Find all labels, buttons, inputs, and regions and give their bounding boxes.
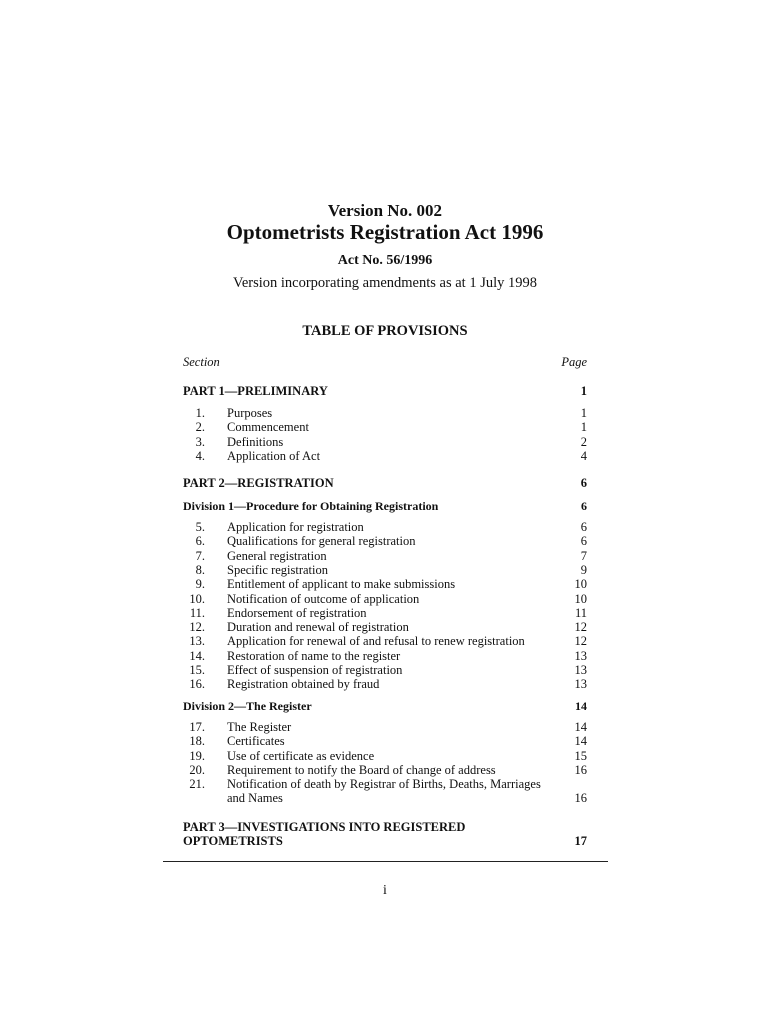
entry-number: 5. [195,520,205,534]
toc-entry[interactable] [183,749,587,763]
entry-number: 11. [189,605,205,620]
entry-number: 20. [189,762,205,777]
entry-number: 8. [195,562,205,577]
entry-title: Entitlement of applicant to make submissions [227,577,456,592]
entry-page: 15 [574,748,587,763]
toc-part-2[interactable] [183,476,587,490]
toc-entry[interactable] [183,435,587,449]
toc-entry[interactable] [183,720,587,734]
footer-rule [163,861,608,862]
toc-entry[interactable] [183,620,587,634]
entry-number: 12. [189,620,205,635]
entry-title: Registration obtained by fraud [227,677,380,692]
entry-page: 12 [574,620,587,635]
toc-division-1[interactable] [183,499,587,513]
amendments-note: Version incorporating amendments as at 1 July 1998 [232,275,538,291]
entry-number: 1. [195,406,205,420]
entry-page: 7 [580,548,587,563]
entry-number: 19. [189,748,205,763]
part-label: PART 2—REGISTRATION [183,476,334,490]
entry-title: Qualifications for general registration [227,534,416,549]
entry-title: Notification of death by Registrar of Births, Deaths, Marriages [227,777,541,792]
toc-entry[interactable] [183,763,587,777]
entry-page: 1 [580,406,587,420]
entry-page: 1 [580,420,587,435]
entry-page: 14 [574,734,587,749]
toc-entry[interactable] [183,449,587,463]
toc-entry[interactable] [183,520,587,534]
entry-number: 6. [195,534,205,549]
entry-title: General registration [227,548,327,563]
entry-page: 11 [574,605,587,620]
entry-number: 10. [189,591,205,606]
entry-title: Duration and renewal of registration [227,620,409,635]
page-column-label: Page [561,355,587,369]
page-number: i [383,883,387,898]
entry-number: 15. [189,663,205,677]
entry-title: Effect of suspension of registration [227,663,403,677]
toc-heading: TABLE OF PROVISIONS [302,323,468,339]
entry-number: 3. [195,434,205,449]
toc-entry[interactable] [183,634,587,648]
division-label: Division 1—Procedure for Obtaining Registration [183,499,439,513]
entry-title: Notification of outcome of application [227,591,420,606]
part-label: PART 1—PRELIMINARY [183,384,328,398]
entry-page: 10 [574,577,587,592]
entry-title: The Register [227,720,292,734]
toc-part-1[interactable] [183,384,587,398]
division-label: Division 2—The Register [183,699,312,713]
toc-part-3[interactable] [183,820,587,850]
toc-entry[interactable] [183,549,587,563]
part-label-line-1: PART 3—INVESTIGATIONS INTO REGISTERED [183,820,466,834]
entry-number: 7. [195,548,205,563]
entry-title: Use of certificate as evidence [227,748,375,763]
toc-entry[interactable] [183,420,587,434]
entry-title: Requirement to notify the Board of change of address [227,762,496,777]
entry-page: 10 [574,591,587,606]
part-page: 17 [574,834,587,848]
entry-title: Specific registration [227,562,329,577]
version-number: Version No. 002 [327,201,443,220]
entry-number: 16. [189,677,205,692]
entry-title: Commencement [227,420,309,435]
toc-entry[interactable] [183,677,587,691]
entry-number: 14. [189,648,205,663]
entry-page: 4 [580,448,587,463]
entry-number: 21. [189,777,205,792]
entry-number: 9. [195,577,205,592]
section-column-label: Section [183,355,220,369]
part-label-line-2: OPTOMETRISTS [183,834,283,848]
entry-page: 16 [574,762,587,777]
entry-title: Application for renewal of and refusal to renew registration [227,634,525,649]
entry-page: 16 [574,791,587,806]
entry-title: Endorsement of registration [227,605,367,620]
toc-entry[interactable] [183,534,587,548]
entry-number: 4. [195,448,205,463]
toc-entry[interactable] [183,406,587,420]
entry-title-continued: and Names [227,791,283,806]
toc-entry[interactable] [183,606,587,620]
entry-page: 9 [580,562,587,577]
toc-entry[interactable] [183,649,587,663]
entry-page: 14 [574,720,587,734]
entry-title: Application for registration [227,520,364,534]
entry-page: 13 [574,663,587,677]
entry-page: 6 [580,534,587,549]
toc-entry[interactable] [183,734,587,748]
part-page: 6 [580,476,587,490]
toc-entry[interactable] [183,563,587,577]
entry-number: 2. [195,420,205,435]
entry-page: 6 [580,520,587,534]
division-page: 6 [581,499,587,513]
toc-division-2[interactable] [183,699,587,713]
entry-number: 13. [189,634,205,649]
entry-title: Application of Act [227,448,321,463]
part-page: 1 [580,384,587,398]
toc-entry[interactable] [183,777,587,805]
entry-title: Definitions [227,434,284,449]
toc-entry[interactable] [183,663,587,677]
entry-page: 12 [574,634,587,649]
division-page: 14 [575,699,587,713]
entry-title: Purposes [227,406,273,420]
act-number: Act No. 56/1996 [337,253,433,268]
toc-entry[interactable] [183,592,587,606]
toc-entry[interactable] [183,577,587,591]
entry-page: 2 [580,434,587,449]
document-title: Optometrists Registration Act 1996 [226,220,544,244]
entry-page: 13 [574,648,587,663]
entry-title: Restoration of name to the register [227,648,401,663]
entry-number: 17. [189,720,205,734]
entry-page: 13 [574,677,587,692]
entry-number: 18. [189,734,205,749]
entry-title: Certificates [227,734,285,749]
